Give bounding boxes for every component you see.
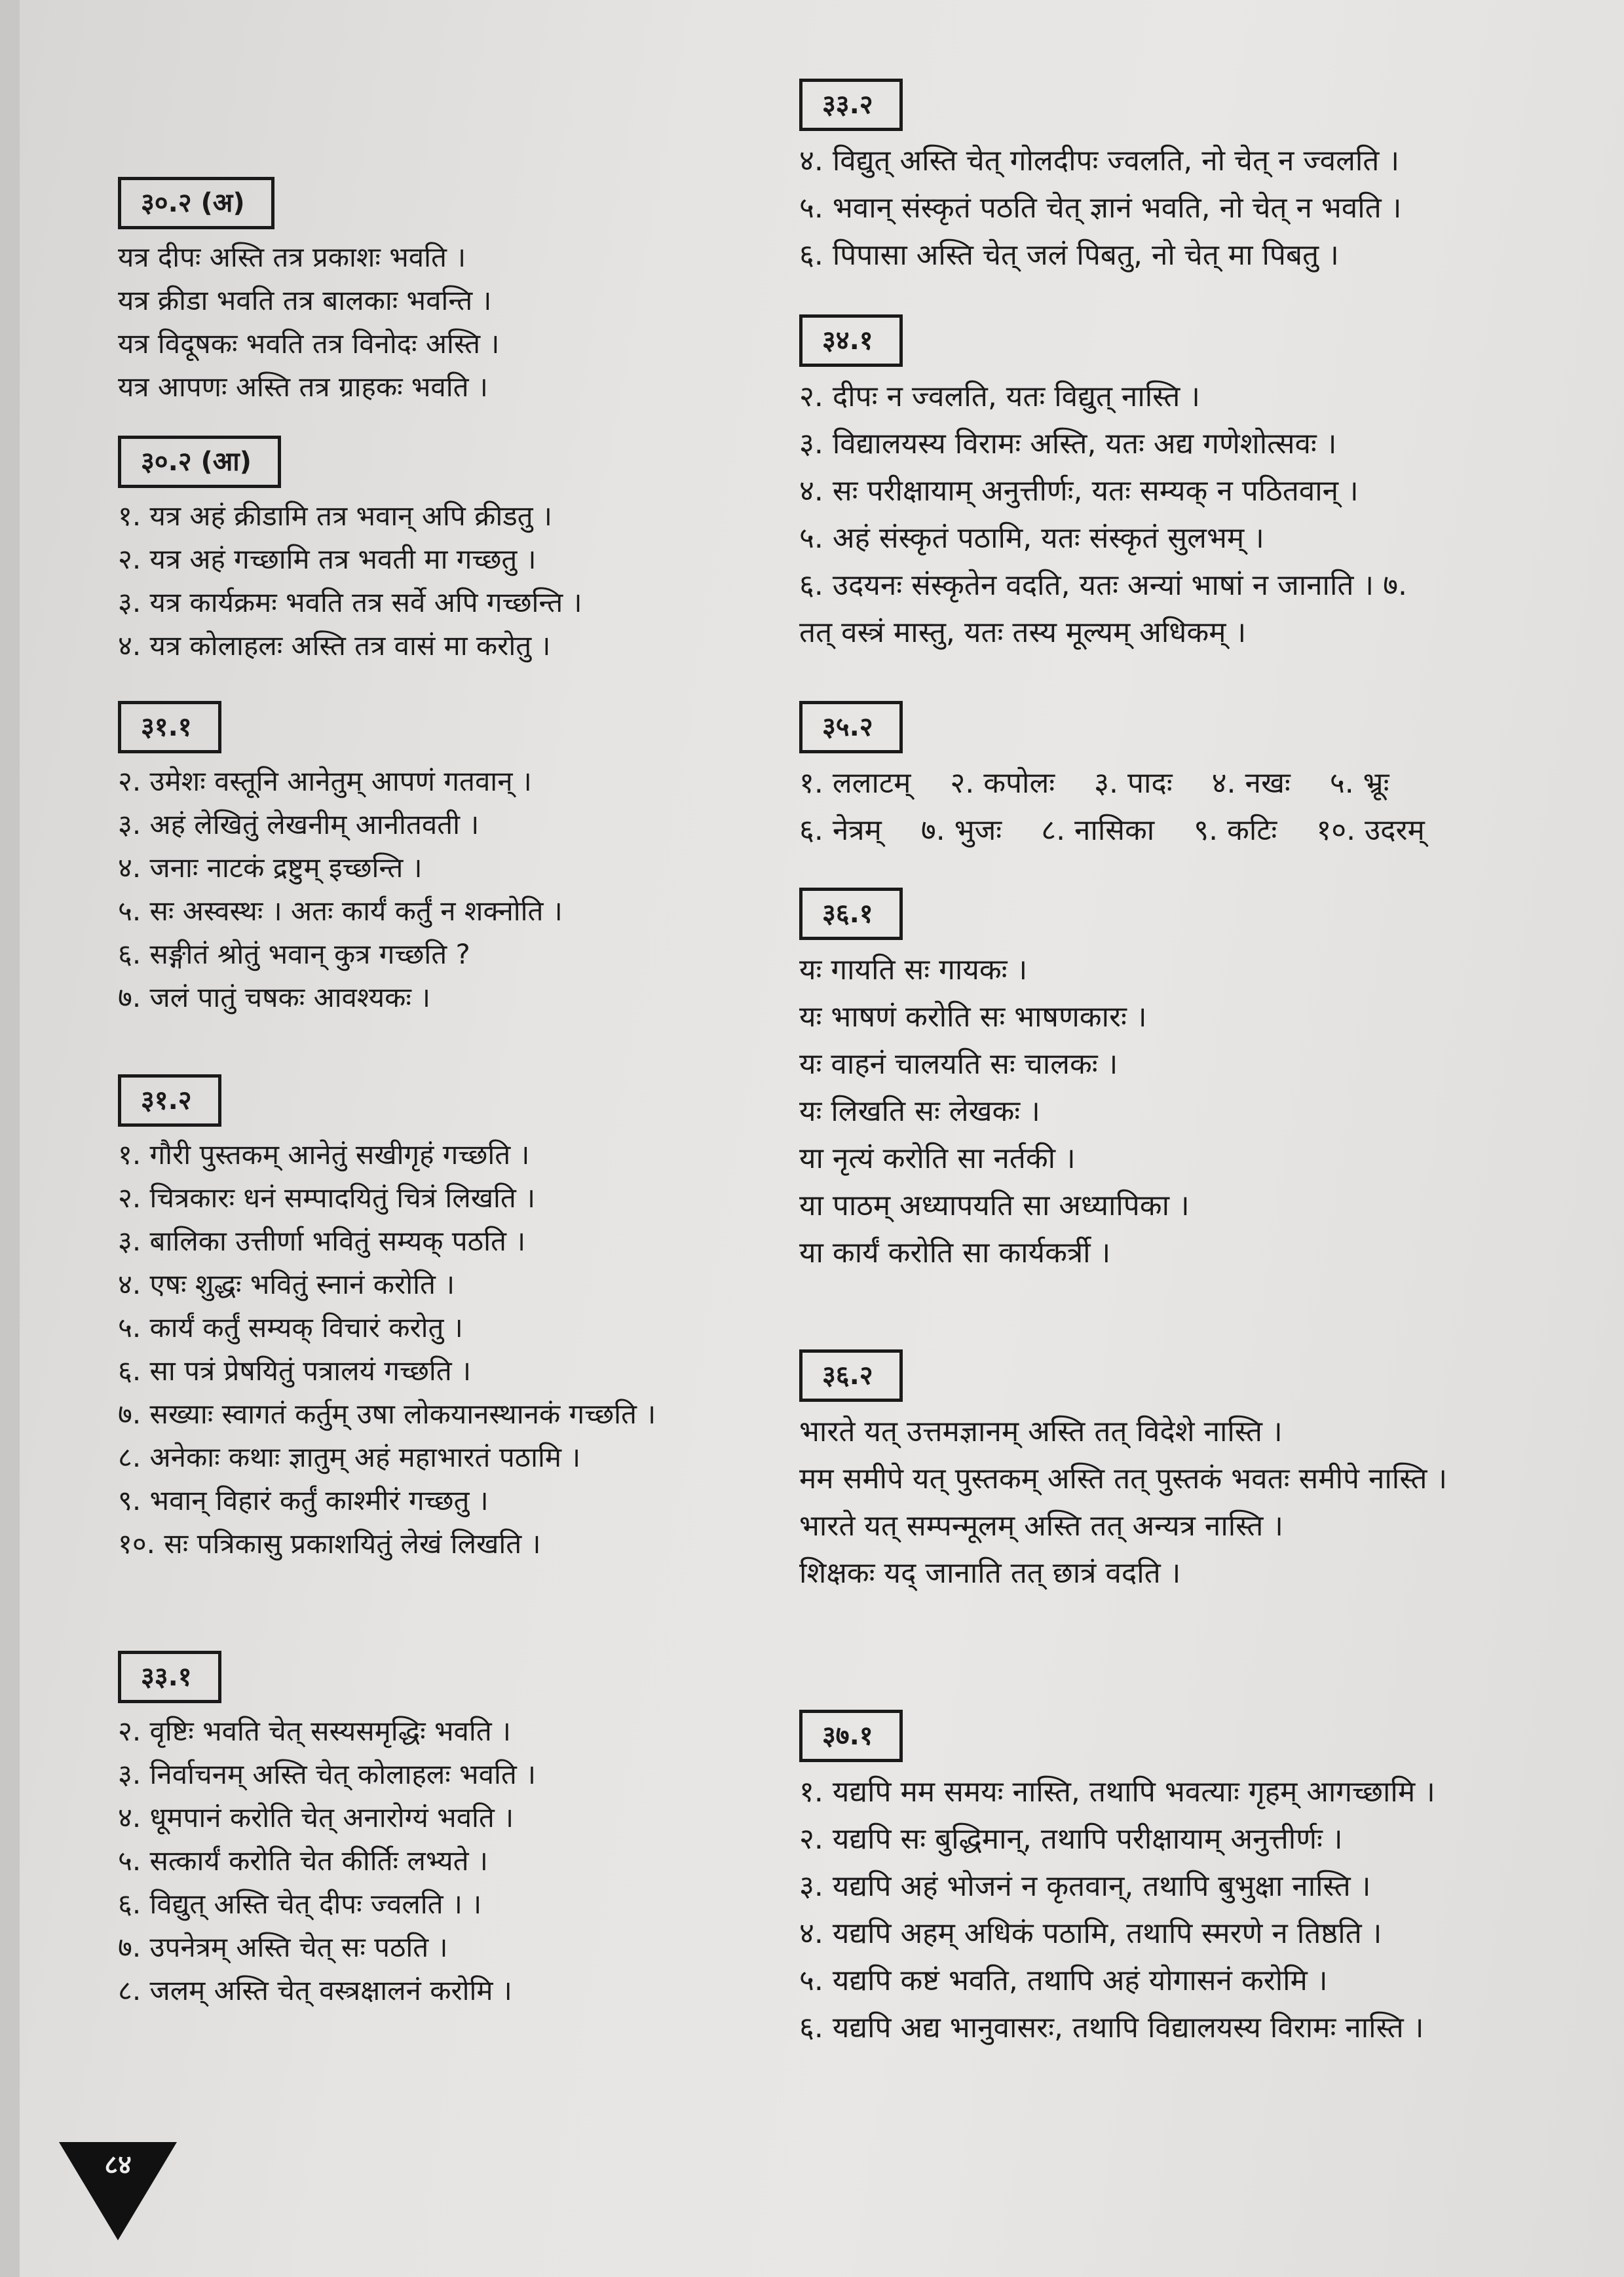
answer-line: तत् वस्त्रं मास्तु, यतः तस्य मूल्यम् अधिकम् । xyxy=(799,616,1247,649)
answer-line: ९. भवान् विहारं कर्तुं काश्मीरं गच्छतु । xyxy=(118,1484,489,1516)
word-item: १०. उदरम् xyxy=(1316,814,1425,847)
section-heading: ३१.१ xyxy=(118,701,221,753)
answer-line: ८. अनेकाः कथाः ज्ञातुम् अहं महाभारतं पठामि । xyxy=(118,1441,581,1473)
answer-line: ४. सः परीक्षायाम् अनुत्तीर्णः, यतः सम्यक् न पठितवान् । xyxy=(799,474,1359,508)
answer-line: ५. यद्यपि कष्टं भवति, तथापि अहं योगासनं करोमि । xyxy=(799,1964,1328,1997)
answer-line: २. यत्र अहं गच्छामि तत्र भवती मा गच्छतु । xyxy=(118,543,537,575)
section-heading: ३१.२ xyxy=(118,1074,221,1127)
section-heading: ३३.२ xyxy=(799,79,903,131)
answer-line: २. उमेशः वस्तूनि आनेतुम् आपणं गतवान् । xyxy=(118,765,532,797)
answer-line: ४. जनाः नाटकं द्रष्टुम् इच्छन्ति । xyxy=(118,852,423,884)
answer-line: ४. यत्र कोलाहलः अस्ति तत्र वासं मा करोतु । xyxy=(118,630,551,662)
answer-line: यः भाषणं करोति सः भाषणकारः । xyxy=(799,1000,1147,1034)
answer-line: २. यद्यपि सः बुद्धिमान्, तथापि परीक्षायाम् अनुत्तीर्णः । xyxy=(799,1822,1343,1856)
answer-line: ६. पिपासा अस्ति चेत् जलं पिबतु, नो चेत् मा पिबतु । xyxy=(799,238,1339,272)
answer-line: ४. यद्यपि अहम् अधिकं पठामि, तथापि स्मरणे न तिष्ठति । xyxy=(799,1917,1382,1950)
section-heading: ३६.१ xyxy=(799,888,903,940)
answer-line: ५. भवान् संस्कृतं पठति चेत् ज्ञानं भवति, नो चेत् न भवति । xyxy=(799,191,1402,225)
section-heading: ३६.२ xyxy=(799,1349,903,1402)
word-item: ५. भ्रूः xyxy=(1329,766,1389,800)
answer-line: ५. सत्कार्यं करोति चेत कीर्तिः लभ्यते । xyxy=(118,1845,488,1877)
answer-line: ४. एषः शुद्धः भवितुं स्नानं करोति । xyxy=(118,1268,455,1300)
answer-line: १. यद्यपि मम समयः नास्ति, तथापि भवत्याः गृहम् आगच्छामि । xyxy=(799,1775,1435,1809)
section-30-2-a xyxy=(118,177,747,409)
answer-line: ७. जलं पातुं चषकः आवश्यकः । xyxy=(118,981,431,1013)
word-item: २. कपोलः xyxy=(950,766,1055,800)
answer-line: ६. विद्युत् अस्ति चेत् दीपः ज्वलति । । xyxy=(118,1888,482,1920)
answer-line: ७. उपनेत्रम् अस्ति चेत् सः पठति । xyxy=(118,1931,448,1963)
answer-line: यत्र आपणः अस्ति तत्र ग्राहकः भवति । xyxy=(118,371,488,403)
answer-line: ३. अहं लेखितुं लेखनीम् आनीतवती । xyxy=(118,808,480,840)
word-item: ९. कटिः xyxy=(1194,814,1277,847)
answer-line: २. वृष्टिः भवति चेत् सस्यसमृद्धिः भवति । xyxy=(118,1715,511,1747)
word-item: १. ललाटम् xyxy=(799,766,911,800)
section-33-1 xyxy=(118,1651,747,2012)
answer-line: या पाठम् अध्यापयति सा अध्यापिका । xyxy=(799,1189,1190,1222)
word-item: ७. भुजः xyxy=(920,814,1002,847)
answer-line: भारते यत् उत्तमज्ञानम् अस्ति तत् विदेशे नास्ति । xyxy=(799,1415,1283,1448)
answer-line: ५. अहं संस्कृतं पठामि, यतः संस्कृतं सुलभम् । xyxy=(799,521,1264,555)
section-33-2 xyxy=(799,79,1559,279)
answer-line: ८. जलम् अस्ति चेत् वस्त्रक्षालनं करोमि । xyxy=(118,1974,512,2006)
section-heading: ३५.२ xyxy=(799,701,903,753)
answer-line: यः वाहनं चालयति सः चालकः । xyxy=(799,1047,1118,1081)
section-30-2-aa xyxy=(118,436,747,668)
section-heading: ३३.१ xyxy=(118,1651,221,1703)
answer-line: यत्र दीपः अस्ति तत्र प्रकाशः भवति । xyxy=(118,241,466,273)
section-heading: ३०.२ (अ) xyxy=(118,177,274,229)
word-item: ८. नासिका xyxy=(1041,814,1155,847)
answer-line: ६. उदयनः संस्कृतेन वदति, यतः अन्यां भाषां न जानाति । ७. xyxy=(799,569,1407,602)
answer-line: ३. यत्र कार्यक्रमः भवति तत्र सर्वे अपि गच्छन्ति । xyxy=(118,586,582,618)
answer-line: १. यत्र अहं क्रीडामि तत्र भवान् अपि क्रीडतु । xyxy=(118,500,552,532)
section-36-2 xyxy=(799,1349,1559,1597)
answer-line: मम समीपे यत् पुस्तकम् अस्ति तत् पुस्तकं भवतः समीपे नास्ति । xyxy=(799,1462,1448,1496)
section-heading: ३७.१ xyxy=(799,1710,903,1762)
word-row xyxy=(799,760,1559,807)
answer-line: ३. बालिका उत्तीर्णा भवितुं सम्यक् पठति । xyxy=(118,1225,526,1257)
textbook-page xyxy=(20,0,1624,2277)
answer-line: शिक्षकः यद् जानाति तत् छात्रं वदति । xyxy=(799,1556,1181,1590)
word-item: ६. नेत्रम् xyxy=(799,814,882,847)
answer-line: ४. धूमपानं करोति चेत् अनारोग्यं भवति । xyxy=(118,1801,514,1834)
answer-line: ३. विद्यालयस्य विरामः अस्ति, यतः अद्य गणेशोत्सवः । xyxy=(799,427,1337,461)
answer-line: यत्र विदूषकः भवति तत्र विनोदः अस्ति । xyxy=(118,328,500,360)
answer-line: ६. सा पत्रं प्रेषयितुं पत्रालयं गच्छति । xyxy=(118,1355,471,1387)
answer-line: ३. यद्यपि अहं भोजनं न कृतवान्, तथापि बुभुक्षा नास्ति । xyxy=(799,1870,1371,1903)
section-heading: ३४.१ xyxy=(799,314,903,367)
section-34-1 xyxy=(799,314,1559,656)
answer-line: २. दीपः न ज्वलति, यतः विद्युत् नास्ति । xyxy=(799,380,1200,413)
answer-line: या कार्यं करोति सा कार्यकर्त्री । xyxy=(799,1236,1111,1270)
answer-line: यः गायति सः गायकः । xyxy=(799,953,1028,987)
answer-line: या नृत्यं करोति सा नर्तकी । xyxy=(799,1142,1076,1175)
answer-line: ६. सङ्गीतं श्रोतुं भवान् कुत्र गच्छति ? xyxy=(118,938,470,970)
word-item: ४. नखः xyxy=(1211,766,1291,800)
section-37-1 xyxy=(799,1710,1559,2052)
answer-line: २. चित्रकारः धनं सम्पादयितुं चित्रं लिखति । xyxy=(118,1182,536,1214)
section-heading: ३०.२ (आ) xyxy=(118,436,281,488)
answer-line: यः लिखति सः लेखकः । xyxy=(799,1095,1040,1128)
page-number: ८४ xyxy=(104,2150,132,2180)
answer-line: ५. सः अस्वस्थः । अतः कार्यं कर्तुं न शक्नोति । xyxy=(118,895,563,927)
word-item: ३. पादः xyxy=(1094,766,1173,800)
answer-line: ६. यद्यपि अद्य भानुवासरः, तथापि विद्यालयस्य विरामः नास्ति । xyxy=(799,2011,1424,2044)
answer-line: ३. निर्वाचनम् अस्ति चेत् कोलाहलः भवति । xyxy=(118,1758,537,1790)
section-35-2 xyxy=(799,701,1559,854)
answer-line: ५. कार्यं कर्तुं सम्यक् विचारं करोतु । xyxy=(118,1311,463,1344)
section-36-1 xyxy=(799,888,1559,1277)
answer-line: ७. सख्याः स्वागतं कर्तुम् उषा लोकयानस्थानकं गच्छति । xyxy=(118,1398,656,1430)
section-31-2 xyxy=(118,1074,747,1566)
answer-line: भारते यत् सम्पन्मूलम् अस्ति तत् अन्यत्र नास्ति । xyxy=(799,1509,1283,1543)
answer-line: १०. सः पत्रिकासु प्रकाशयितुं लेखं लिखति । xyxy=(118,1528,541,1560)
section-31-1 xyxy=(118,701,747,1019)
word-row xyxy=(799,807,1559,854)
answer-line: ४. विद्युत् अस्ति चेत् गोलदीपः ज्वलति, नो चेत् न ज्वलति । xyxy=(799,144,1400,178)
answer-line: यत्र क्रीडा भवति तत्र बालकाः भवन्ति । xyxy=(118,284,492,316)
answer-line: १. गौरी पुस्तकम् आनेतुं सखीगृहं गच्छति । xyxy=(118,1138,530,1171)
